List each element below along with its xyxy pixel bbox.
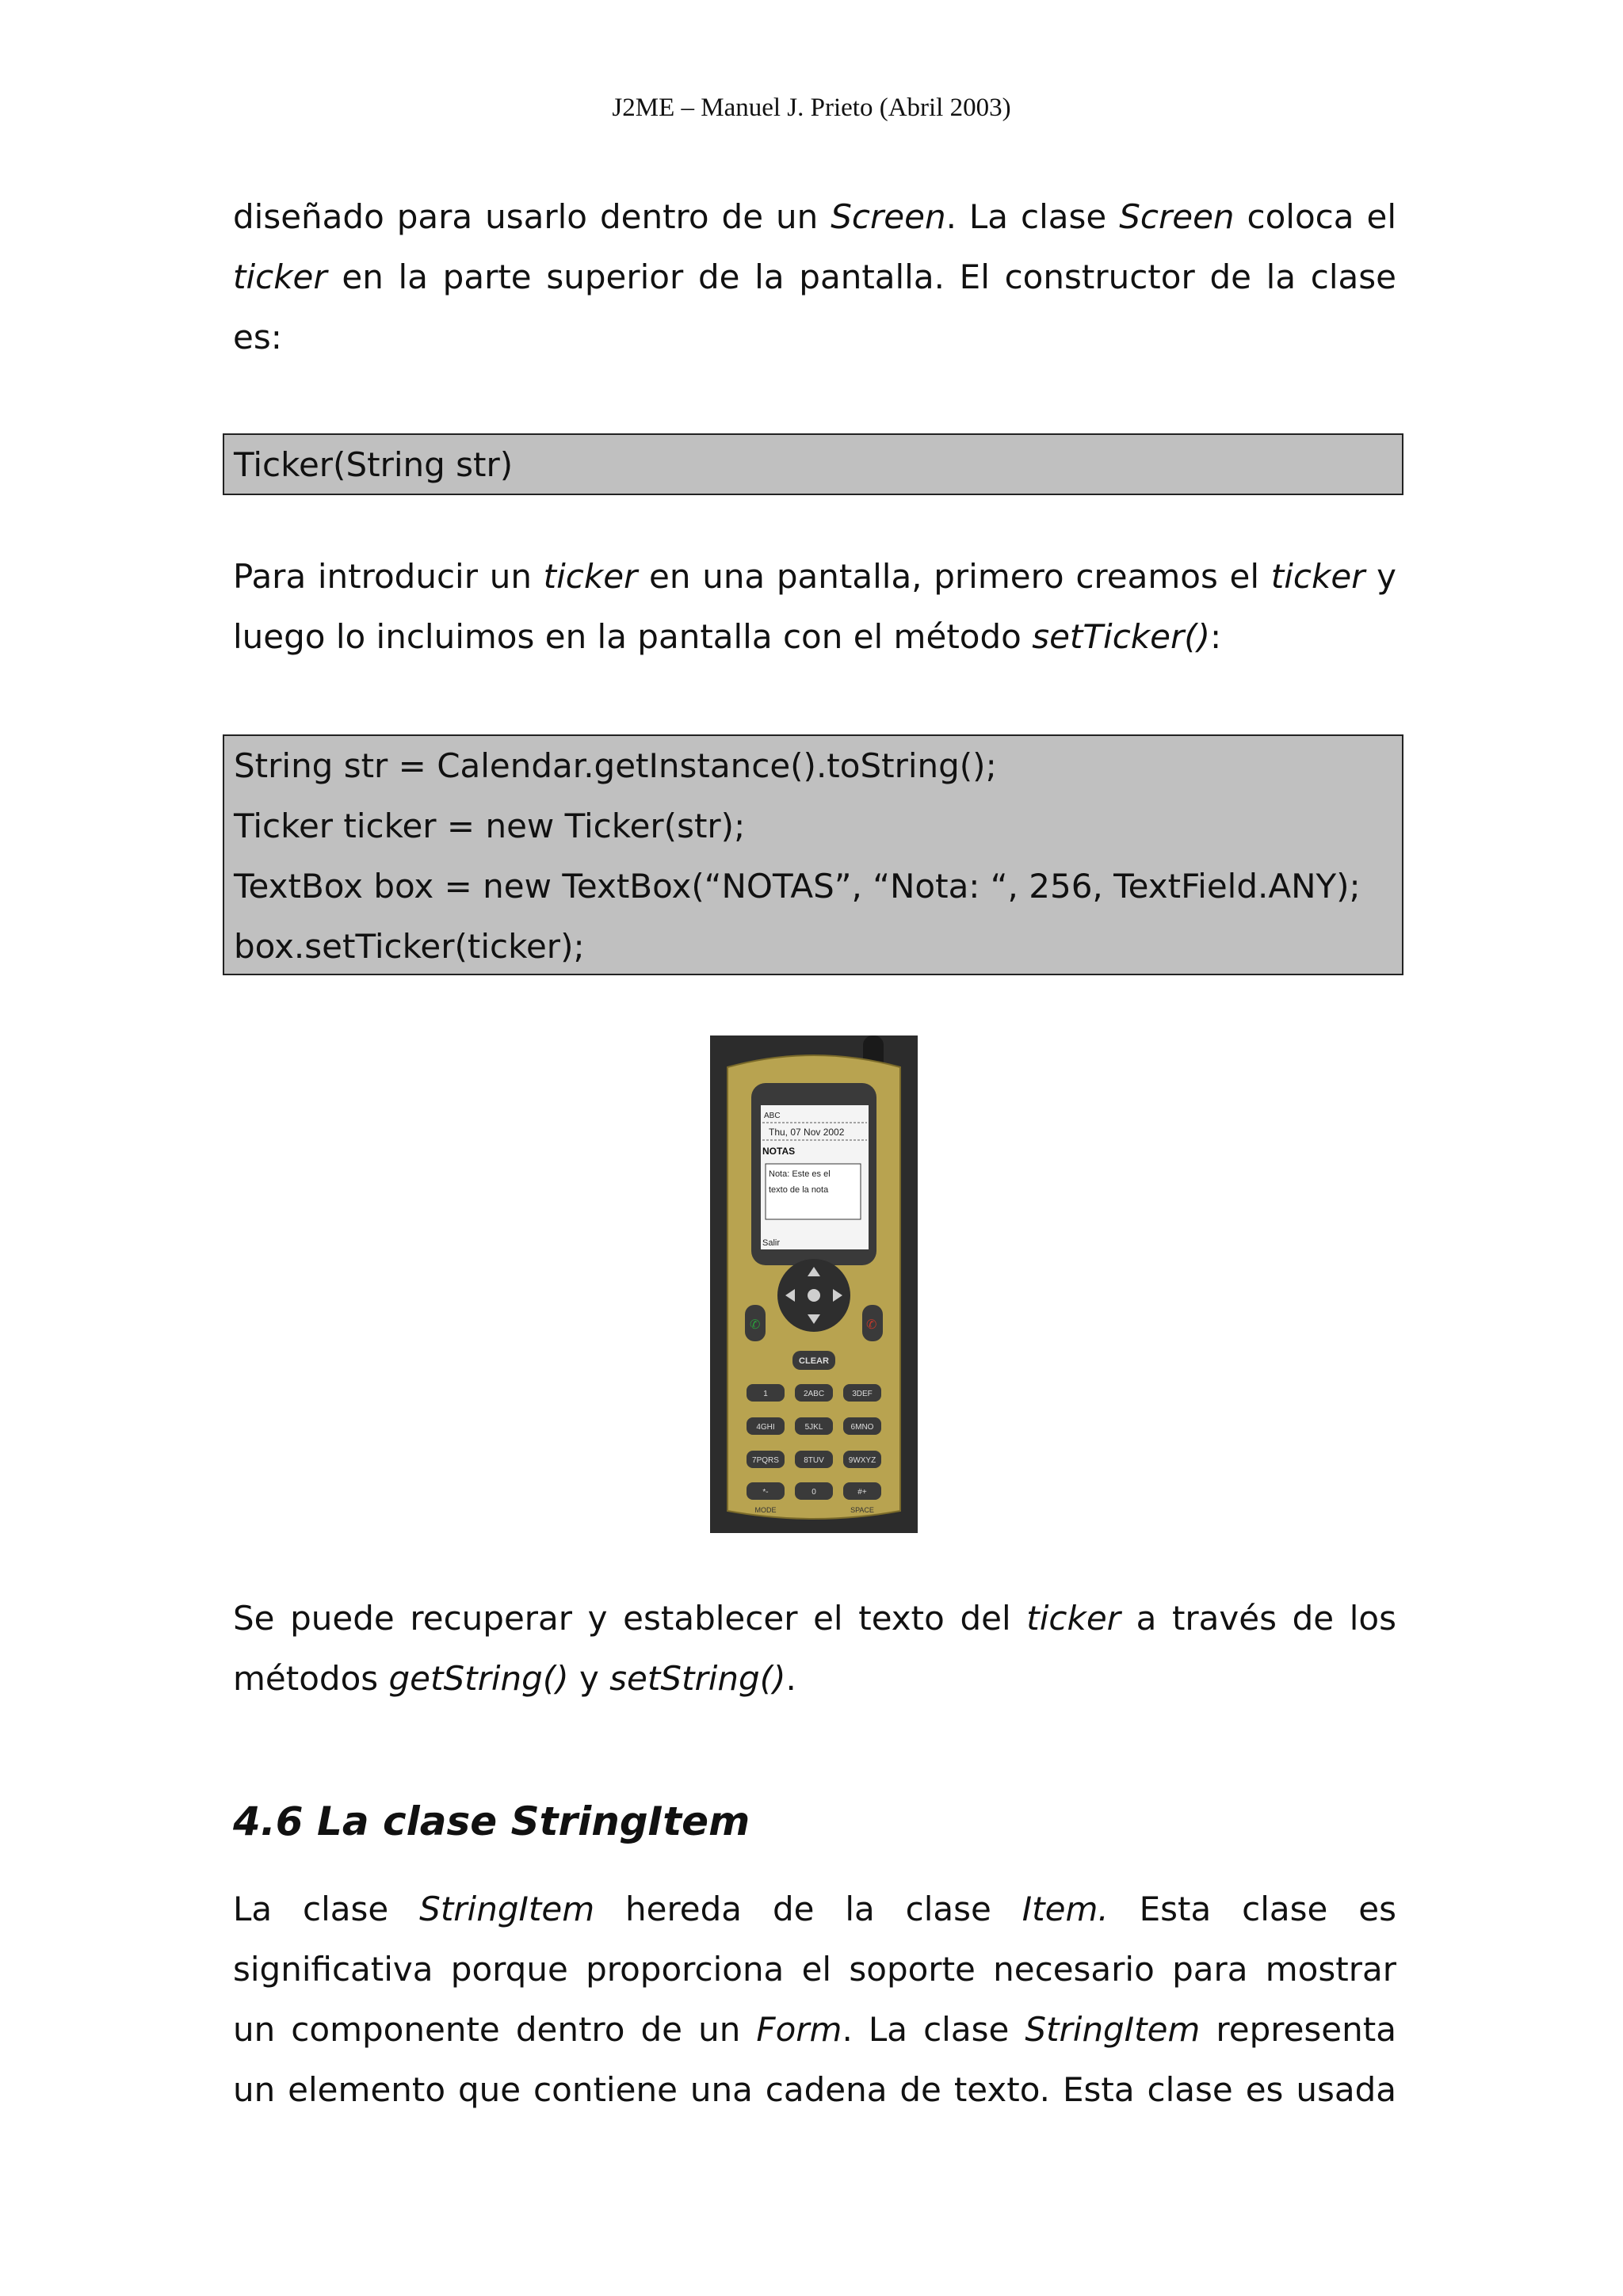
code-line: box.setTicker(ticker); bbox=[234, 927, 585, 966]
code-line: String str = Calendar.getInstance().toString(); bbox=[234, 746, 997, 785]
call-icon: ✆ bbox=[750, 1317, 761, 1332]
ticker-text: Thu, 07 Nov 2002 bbox=[769, 1127, 845, 1138]
key-label: 0 bbox=[812, 1488, 816, 1497]
key-label: #+ bbox=[857, 1488, 867, 1497]
code-line: Ticker ticker = new Ticker(str); bbox=[234, 807, 746, 845]
key-label: 4GHI bbox=[756, 1423, 775, 1432]
softkey-label[interactable]: Salir bbox=[762, 1238, 781, 1248]
key-label: 2ABC bbox=[803, 1390, 825, 1398]
key-label: 6MNO bbox=[850, 1423, 874, 1432]
end-call-icon: ✆ bbox=[866, 1317, 877, 1332]
key-label: 9WXYZ bbox=[848, 1456, 876, 1465]
key-label: 3DEF bbox=[852, 1390, 873, 1398]
textbox-line: Nota: Este es el bbox=[769, 1169, 831, 1179]
select-key[interactable] bbox=[808, 1289, 820, 1302]
screen-title: NOTAS bbox=[762, 1146, 796, 1157]
textbox-line: texto de la nota bbox=[769, 1185, 829, 1195]
code-line: TextBox box = new TextBox(“NOTAS”, “Nota: “, 256, TextField.ANY); bbox=[234, 867, 1361, 906]
key-label: 7PQRS bbox=[752, 1456, 779, 1465]
key-label: 1 bbox=[763, 1390, 768, 1398]
key-label: *- bbox=[762, 1488, 769, 1497]
phone-illustration bbox=[710, 1035, 918, 1533]
mode-label: MODE bbox=[754, 1506, 777, 1514]
paragraph-setticker: Para introducir un ticker en una pantalla, primero creamos el ticker y luego lo incluimos en la pantalla con el método setTicker(): bbox=[233, 557, 1396, 656]
phone-emulator-figure bbox=[710, 1035, 918, 1533]
space-label: SPACE bbox=[850, 1506, 874, 1514]
code-line: Ticker(String str) bbox=[234, 445, 514, 484]
key-label: 5JKL bbox=[804, 1423, 823, 1432]
key-label: 8TUV bbox=[804, 1456, 824, 1465]
status-text: ABC bbox=[764, 1112, 781, 1120]
paragraph-ticker-intro: diseñado para usarlo dentro de un Screen. La clase Screen coloca el ticker en la parte superior de la pantalla. El constructor de la clase es: bbox=[233, 197, 1396, 357]
section-heading: 4.6 La clase StringItem bbox=[233, 1798, 750, 1844]
paragraph-stringitem: La clase StringItem hereda de la clase Item. Esta clase es significativa porque proporciona el soporte necesario para mostrar un componente dentro de un Form. La clase StringItem representa un elemento que contiene una cadena de texto. Esta clase es usada bbox=[233, 1890, 1396, 2109]
clear-key-label: CLEAR bbox=[799, 1356, 829, 1366]
code-block-constructor bbox=[223, 433, 1403, 495]
paragraph-getstring: Se puede recuperar y establecer el texto del ticker a través de los métodos getString() y setString(). bbox=[233, 1599, 1396, 1698]
code-block-example bbox=[223, 734, 1403, 975]
running-header: J2ME – Manuel J. Prieto (Abril 2003) bbox=[612, 93, 1011, 122]
